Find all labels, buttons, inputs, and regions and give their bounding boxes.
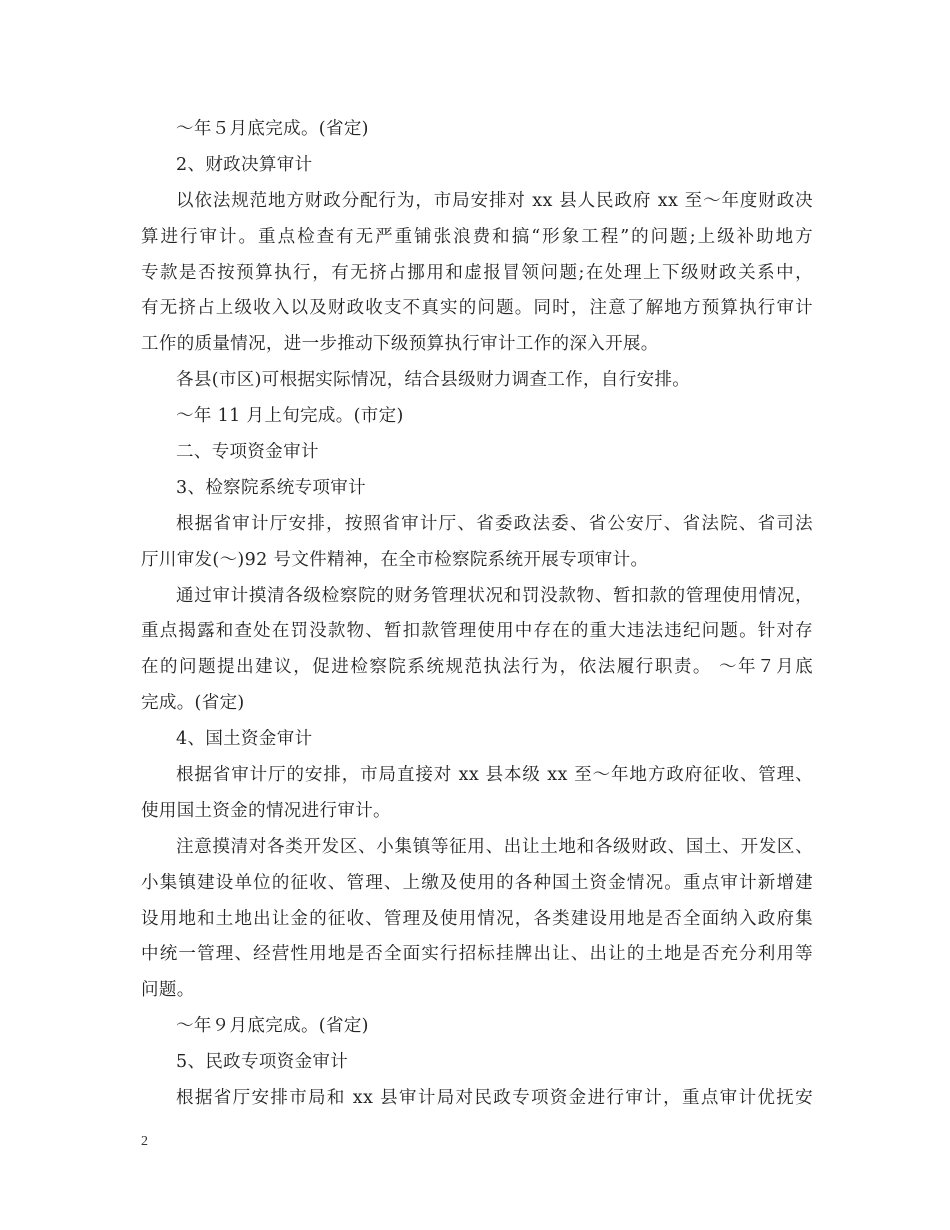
- section-heading: 二、专项资金审计: [176, 442, 319, 463]
- section-heading: 2、财政决算审计: [176, 154, 313, 175]
- document-body: [141, 112, 813, 1117]
- page-number: 2: [141, 1134, 148, 1149]
- text-line: 厅川审发(～)92 号文件精神，在全市检察院系统开展专项审计。: [141, 549, 649, 570]
- text-line: 根据省审计厅安排，按照省审计厅、省委政法委、省公安厅、省法院、省司法: [176, 513, 813, 534]
- section-heading: 5、民政专项资金审计: [176, 1052, 349, 1073]
- text-line: 通过审计摸清各级检察院的财务管理状况和罚没款物、暂扣款的管理使用情况，: [176, 585, 813, 606]
- text-line: 以依法规范地方财政分配行为，市局安排对 xx 县人民政府 xx 至～年度财政决: [176, 190, 813, 211]
- text-line: 重点揭露和查处在罚没款物、暂扣款管理使用中存在的重大违法违纪问题。针对存: [141, 621, 813, 642]
- text-line: 算进行审计。重点检查有无严重铺张浪费和搞“形象工程”的问题;上级补助地方: [141, 226, 813, 247]
- section-heading: 4、国土资金审计: [176, 729, 313, 750]
- text-line: 各县(市区)可根据实际情况，结合县级财力调查工作，自行安排。: [176, 370, 691, 391]
- text-line: 使用国土资金的情况进行审计。: [141, 800, 391, 821]
- text-line: 完成。(省定): [141, 693, 245, 714]
- text-line: 中统一管理、经营性用地是否全面实行招标挂牌出让、出让的土地是否充分利用等: [141, 944, 813, 965]
- text-line: 工作的质量情况，进一步推动下级预算执行审计工作的深入开展。: [141, 334, 659, 355]
- text-line: 有无挤占上级收入以及财政收支不真实的问题。同时，注意了解地方预算执行审计: [141, 298, 813, 319]
- text-line: 注意摸清对各类开发区、小集镇等征用、出让土地和各级财政、国土、开发区、: [176, 836, 813, 857]
- section-heading: 3、检察院系统专项审计: [176, 477, 366, 498]
- text-line: 根据省厅安排市局和 xx 县审计局对民政专项资金进行审计，重点审计优抚安: [176, 1088, 813, 1109]
- text-line: 问题。: [141, 980, 195, 1001]
- text-line: ～年 11 月上旬完成。(市定): [176, 406, 404, 427]
- text-line: 小集镇建设单位的征收、管理、上缴及使用的各种国土资金情况。重点审计新增建: [141, 872, 813, 893]
- text-line: ～年９月底完成。(省定): [176, 1016, 369, 1037]
- text-line: ～年５月底完成。(省定): [176, 119, 369, 139]
- text-line: 根据省审计厅的安排，市局直接对 xx 县本级 xx 至～年地方政府征收、管理、: [176, 765, 813, 786]
- text-line: 在的问题提出建议，促进检察院系统规范执法行为，依法履行职责。 ～年７月底: [141, 657, 813, 678]
- text-line: 设用地和土地出让金的征收、管理及使用情况，各类建设用地是否全面纳入政府集: [141, 908, 813, 929]
- text-line: 专款是否按预算执行，有无挤占挪用和虚报冒领问题;在处理上下级财政关系中，: [141, 262, 813, 283]
